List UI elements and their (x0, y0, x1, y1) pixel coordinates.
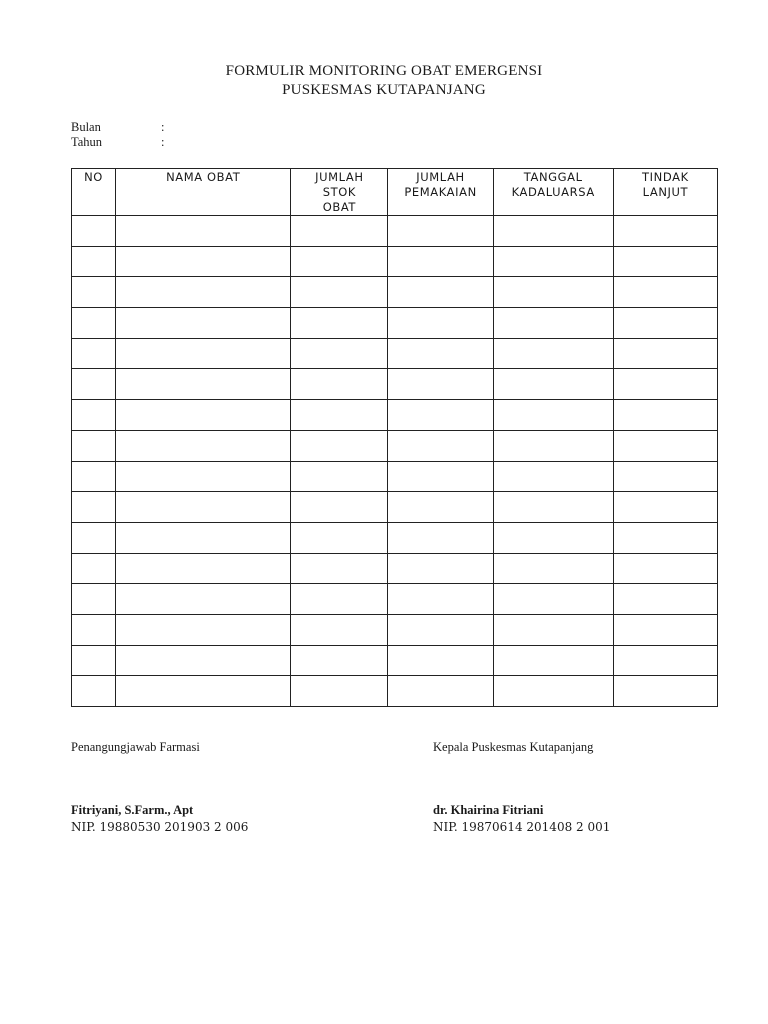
table-row (72, 614, 718, 645)
table-cell (116, 461, 291, 492)
table-cell (388, 553, 493, 584)
table-cell (613, 216, 717, 247)
table-cell (72, 676, 116, 707)
table-cell (613, 369, 717, 400)
column-header: TINDAK LANJUT (613, 169, 717, 216)
tahun-value: : (161, 135, 165, 149)
table-row (72, 246, 718, 277)
table-cell (116, 277, 291, 308)
table-cell (291, 553, 388, 584)
table-cell (388, 584, 493, 615)
table-cell (116, 246, 291, 277)
table-cell (388, 461, 493, 492)
table-cell (493, 369, 613, 400)
table-cell (493, 522, 613, 553)
table-cell (72, 246, 116, 277)
table-cell (613, 430, 717, 461)
table-row (72, 369, 718, 400)
table-cell (116, 430, 291, 461)
table-row (72, 645, 718, 676)
table-cell (291, 584, 388, 615)
table-cell (388, 430, 493, 461)
signature-right-role: Kepala Puskesmas Kutapanjang (433, 740, 594, 754)
table-header-row (72, 169, 718, 216)
table-row (72, 461, 718, 492)
table-cell (613, 584, 717, 615)
table-body (72, 216, 718, 707)
table-cell (613, 308, 717, 339)
table-cell (493, 461, 613, 492)
bulan-value: : (161, 120, 165, 134)
table-row (72, 676, 718, 707)
monitoring-table (71, 168, 718, 707)
table-cell (388, 645, 493, 676)
tahun-label: Tahun (71, 135, 103, 149)
column-header: JUMLAH STOK OBAT (291, 169, 388, 216)
table-cell (493, 676, 613, 707)
table-cell (388, 614, 493, 645)
table-cell (72, 400, 116, 431)
table-cell (72, 522, 116, 553)
table-row (72, 400, 718, 431)
table-cell (116, 584, 291, 615)
table-cell (613, 277, 717, 308)
table-cell (116, 369, 291, 400)
table-cell (291, 614, 388, 645)
table-cell (291, 645, 388, 676)
table-cell (613, 400, 717, 431)
table-cell (613, 614, 717, 645)
table-cell (388, 522, 493, 553)
table-row (72, 522, 718, 553)
table-cell (493, 584, 613, 615)
table-cell (388, 369, 493, 400)
table-row (72, 492, 718, 523)
table-cell (291, 277, 388, 308)
table-cell (388, 277, 493, 308)
column-header: TANGGAL KADALUARSA (493, 169, 613, 216)
table-cell (291, 522, 388, 553)
table-cell (388, 216, 493, 247)
table-cell (613, 676, 717, 707)
table-cell (493, 614, 613, 645)
signature-left-name: Fitriyani, S.Farm., Apt (71, 803, 194, 817)
table-cell (493, 277, 613, 308)
table-cell (291, 308, 388, 339)
table-cell (116, 308, 291, 339)
table-cell (291, 676, 388, 707)
table-row (72, 277, 718, 308)
signature-right (433, 740, 733, 840)
table-cell (493, 553, 613, 584)
table-cell (72, 430, 116, 461)
signature-left (71, 740, 371, 840)
form-subtitle: PUSKESMAS KUTAPANJANG (282, 82, 486, 98)
table-cell (613, 338, 717, 369)
table-cell (291, 246, 388, 277)
table-cell (291, 216, 388, 247)
table-cell (116, 614, 291, 645)
table-cell (493, 492, 613, 523)
table-cell (493, 338, 613, 369)
bulan-label: Bulan (71, 120, 101, 134)
meta-bulan (71, 120, 164, 135)
signature-right-name: dr. Khairina Fitriani (433, 803, 544, 817)
table-cell (72, 553, 116, 584)
table-cell (493, 645, 613, 676)
table-row (72, 308, 718, 339)
table-cell (72, 277, 116, 308)
table-cell (291, 400, 388, 431)
table-cell (116, 338, 291, 369)
table-cell (493, 216, 613, 247)
form-title: FORMULIR MONITORING OBAT EMERGENSI (225, 63, 543, 79)
table-cell (613, 522, 717, 553)
table-cell (613, 492, 717, 523)
table-cell (72, 461, 116, 492)
table-cell (116, 400, 291, 431)
table-cell (116, 676, 291, 707)
table-cell (388, 492, 493, 523)
table-cell (72, 369, 116, 400)
table-cell (388, 308, 493, 339)
table-cell (388, 338, 493, 369)
table-cell (493, 430, 613, 461)
table-cell (72, 308, 116, 339)
column-header: JUMLAH PEMAKAIAN (388, 169, 493, 216)
table-cell (388, 246, 493, 277)
column-header: NAMA OBAT (116, 169, 291, 216)
table-cell (72, 584, 116, 615)
table-cell (116, 522, 291, 553)
table-cell (291, 492, 388, 523)
table-cell (72, 338, 116, 369)
table-cell (613, 553, 717, 584)
table-cell (72, 614, 116, 645)
signature-left-nip: NIP. 19880530 201903 2 006 (71, 820, 249, 834)
table-cell (493, 308, 613, 339)
table-cell (116, 492, 291, 523)
table-row (72, 430, 718, 461)
table-cell (613, 246, 717, 277)
table-cell (291, 461, 388, 492)
table-cell (493, 400, 613, 431)
table-cell (72, 492, 116, 523)
table-cell (72, 216, 116, 247)
table-cell (116, 553, 291, 584)
table-cell (613, 461, 717, 492)
table-row (72, 584, 718, 615)
table-cell (291, 430, 388, 461)
table-row (72, 216, 718, 247)
table-cell (388, 400, 493, 431)
signature-left-role: Penangungjawab Farmasi (71, 740, 200, 754)
table-cell (72, 645, 116, 676)
table-cell (493, 246, 613, 277)
column-header: NO (72, 169, 116, 216)
signature-right-nip: NIP. 19870614 201408 2 001 (433, 820, 611, 834)
table-row (72, 553, 718, 584)
table-cell (613, 645, 717, 676)
table-cell (116, 645, 291, 676)
table-cell (291, 369, 388, 400)
table-cell (116, 216, 291, 247)
table-row (72, 338, 718, 369)
table-cell (291, 338, 388, 369)
meta-tahun (71, 135, 164, 150)
table-cell (388, 676, 493, 707)
